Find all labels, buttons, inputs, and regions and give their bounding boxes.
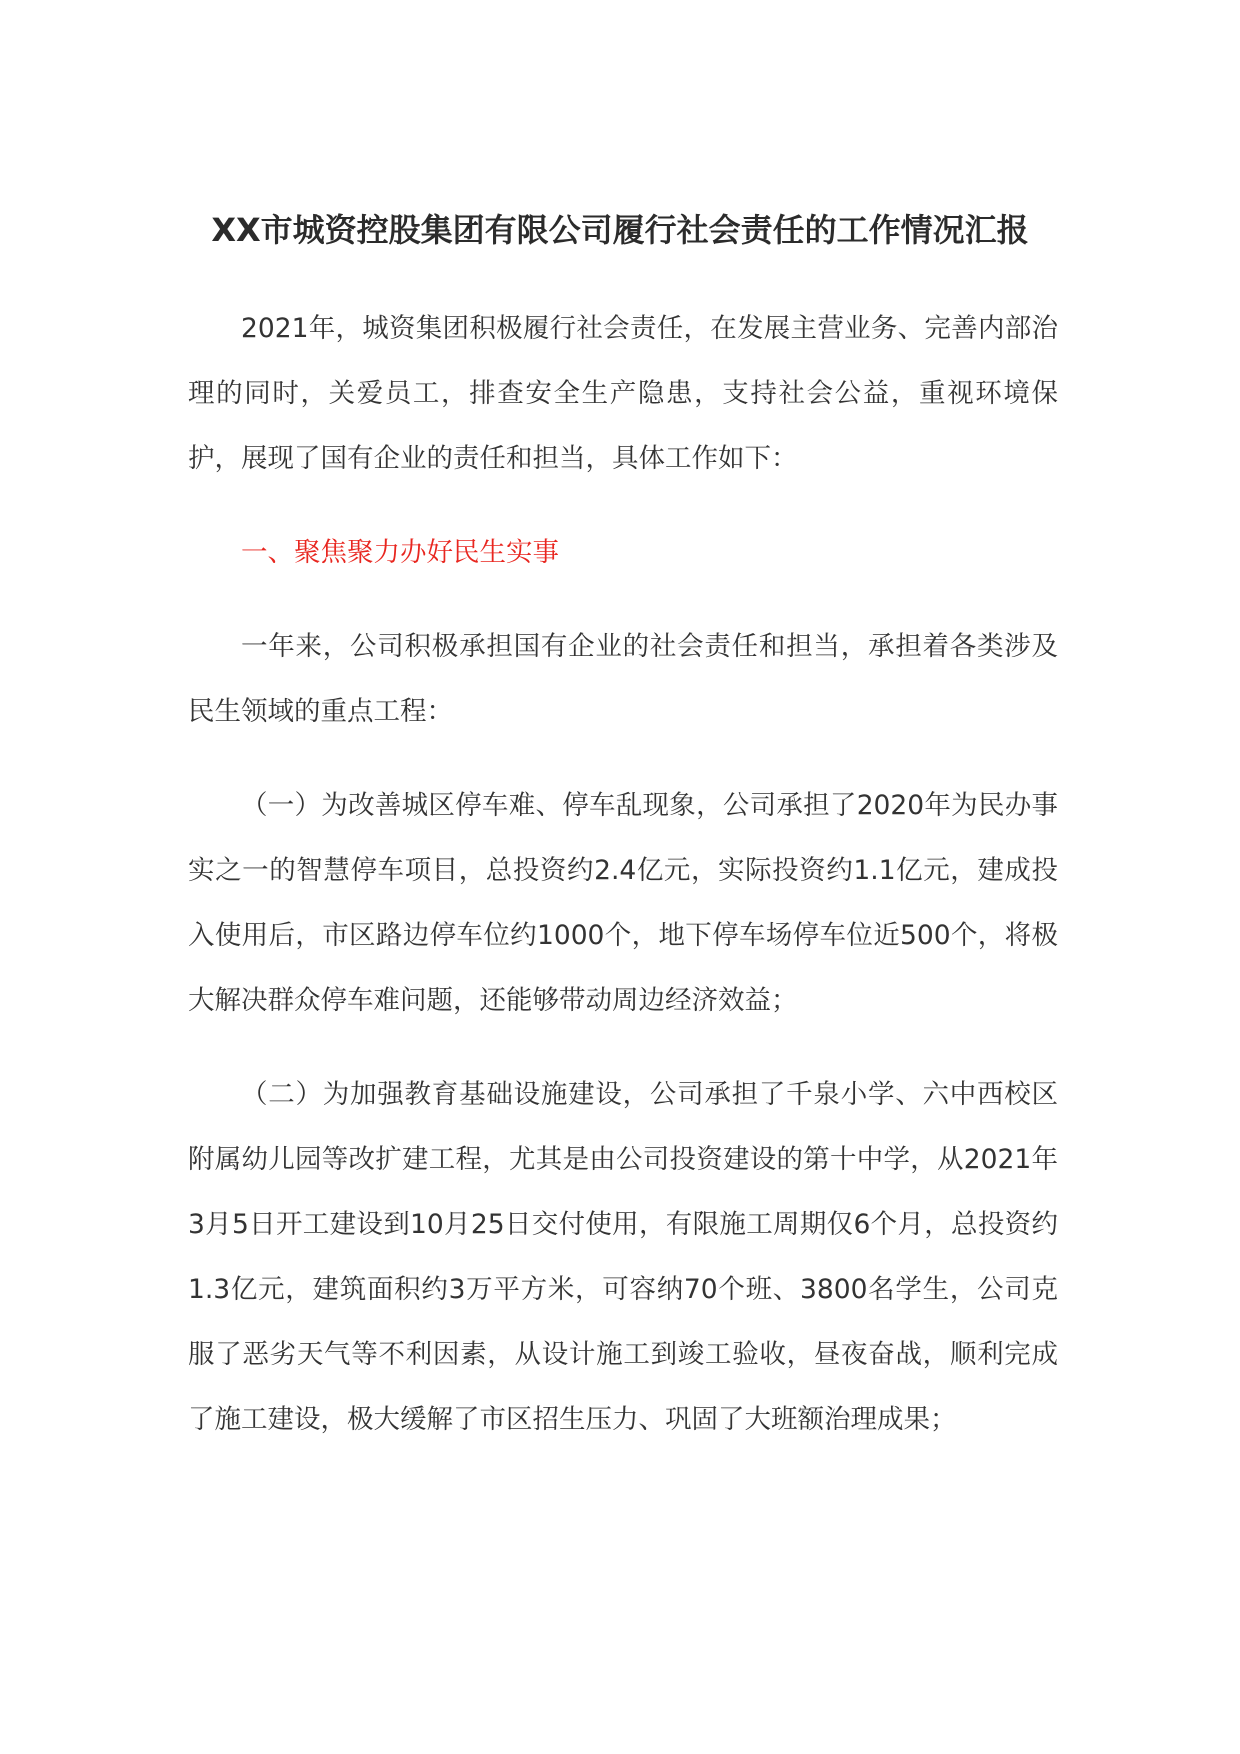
document-title: XX市城资控股集团有限公司履行社会责任的工作情况汇报: [211, 211, 1029, 249]
item-two-paragraph: （二）为加强教育基础设施建设，公司承担了千泉小学、六中西校区附属幼儿园等改扩建工程，尤其是由公司投资建设的第十中学，从2021年3月5日开工建设到10月25日交付使用，有限施工周期仅6个月，总投资约1.3亿元，建筑面积约3万平方米，可容纳70个班、3800名学生，公司克服了恶劣天气等不利因素，从设计施工到竣工验收，昼夜奋战，顺利完成了施工建设，极大缓解了市区招生压力、巩固了大班额治理成果；: [188, 1079, 1058, 1435]
section-heading: 一、聚焦聚力办好民生实事: [241, 537, 559, 568]
intro-paragraph: 2021年，城资集团积极履行社会责任，在发展主营业务、完善内部治理的同时，关爱员工，排查安全生产隐患，支持社会公益，重视环境保护，展现了国有企业的责任和担当，具体工作如下：: [188, 313, 1058, 474]
item-one-paragraph: （一）为改善城区停车难、停车乱现象，公司承担了2020年为民办事实之一的智慧停车项目，总投资约2.4亿元，实际投资约1.1亿元，建成投入使用后，市区路边停车位约1000个，地下停车场停车位近500个，将极大解决群众停车难问题，还能够带动周边经济效益；: [188, 790, 1058, 1016]
document-body: [188, 296, 1058, 1452]
section-intro-paragraph: 一年来，公司积极承担国有企业的社会责任和担当，承担着各类涉及民生领域的重点工程：: [188, 631, 1058, 727]
